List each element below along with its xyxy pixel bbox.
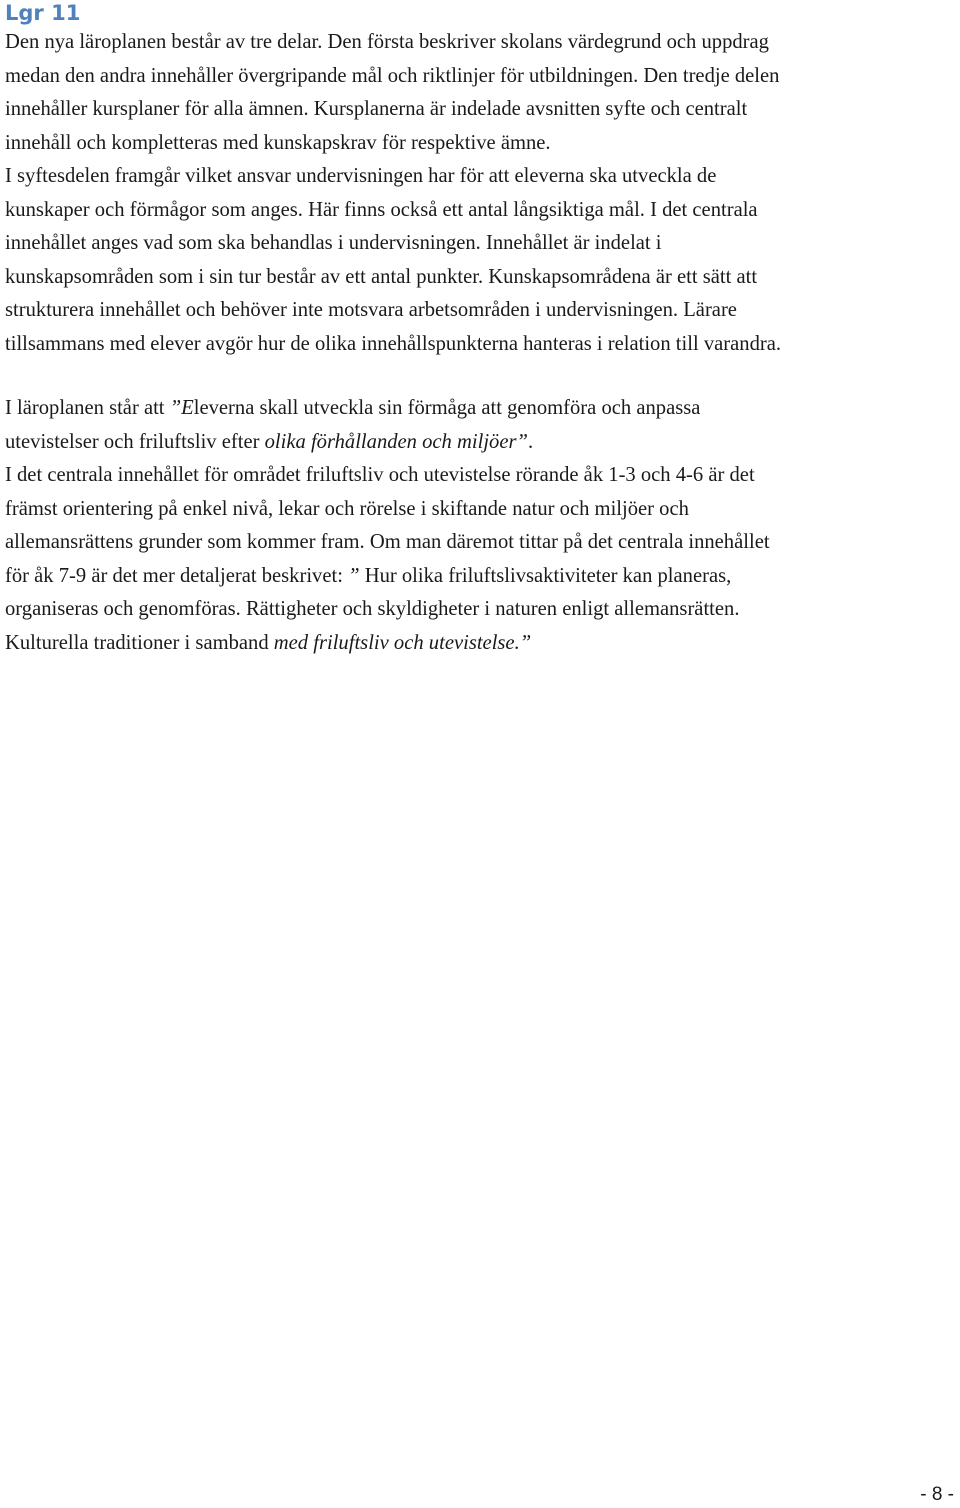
text-line: I syftesdelen framgår vilket ansvar undervisningen har för att eleverna ska utveckla de [5, 165, 717, 187]
document-page [5, 0, 957, 660]
text-line: innehåller kursplaner för alla ämnen. Kursplanerna är indelade avsnitten syfte och centralt [5, 98, 748, 120]
paragraph-spacer [5, 361, 957, 392]
quote-open: ” [348, 564, 360, 587]
text-line [5, 392, 957, 426]
text-line: kunskapsområden som i sin tur består av ett antal punkter. Kunskapsområdena är ett sätt att [5, 265, 758, 288]
text-run: I läroplanen står att [5, 397, 170, 419]
text-line: främst orientering på enkel nivå, lekar och rörelse i skiftande natur och miljöer och [5, 497, 689, 520]
quoted-text: leverna skall utveckla sin förmåga att genomföra och anpassa [193, 397, 701, 419]
text-line [5, 426, 957, 460]
italic-quote: med friluftsliv och utevistelse.” [273, 631, 532, 654]
text-line: Den nya läroplanen består av tre delar. Den första beskriver skolans värdegrund och uppdrag [5, 31, 769, 53]
text-line: allemansrättens grunder som kommer fram. Om man däremot tittar på det centrala innehållet [5, 531, 770, 553]
text-line: medan den andra innehåller övergripande mål och riktlinjer för utbildningen. Den tredje delen [5, 64, 780, 87]
text-line [5, 627, 957, 661]
text-run: Kulturella traditioner i samband [5, 631, 274, 654]
text-run: utevistelser och friluftsliv efter [5, 430, 265, 453]
text-line: innehållet anges vad som ska behandlas i undervisningen. Innehållet är indelat i [5, 232, 662, 254]
page-number: - 8 - [920, 1484, 954, 1505]
text-run: . [527, 430, 534, 453]
text-line: kunskaper och förmågor som anges. Här finns också ett antal långsiktiga mål. I det centrala [5, 198, 758, 221]
text-line: innehåll och kompletteras med kunskapskrav för respektive ämne. [5, 131, 551, 154]
quote-open: ”E [169, 397, 194, 419]
text-line: tillsammans med elever avgör hur de olika innehållspunkterna hanteras i relation till varandra. [5, 332, 782, 355]
section-heading: Lgr 11 [5, 1, 81, 25]
italic-quote: olika förhållanden och miljöer” [264, 430, 528, 453]
text-line: organiseras och genomföras. Rättigheter och skyldigheter i naturen enligt allemansrätten. [5, 598, 740, 620]
paragraph-curriculum-overview [5, 26, 957, 361]
text-line [5, 560, 957, 594]
text-line: I det centrala innehållet för området friluftsliv och utevistelse rörande åk 1-3 och 4-6 är det [5, 464, 755, 486]
text-line: strukturera innehållet och behöver inte motsvara arbetsområden i undervisningen. Lärare [5, 299, 737, 321]
quoted-text: Hur olika friluftslivsaktiviteter kan planeras, [359, 564, 732, 587]
paragraph-outdoor-life [5, 392, 957, 660]
text-run: för åk 7-9 är det mer detaljerat beskrivet: [5, 564, 349, 587]
